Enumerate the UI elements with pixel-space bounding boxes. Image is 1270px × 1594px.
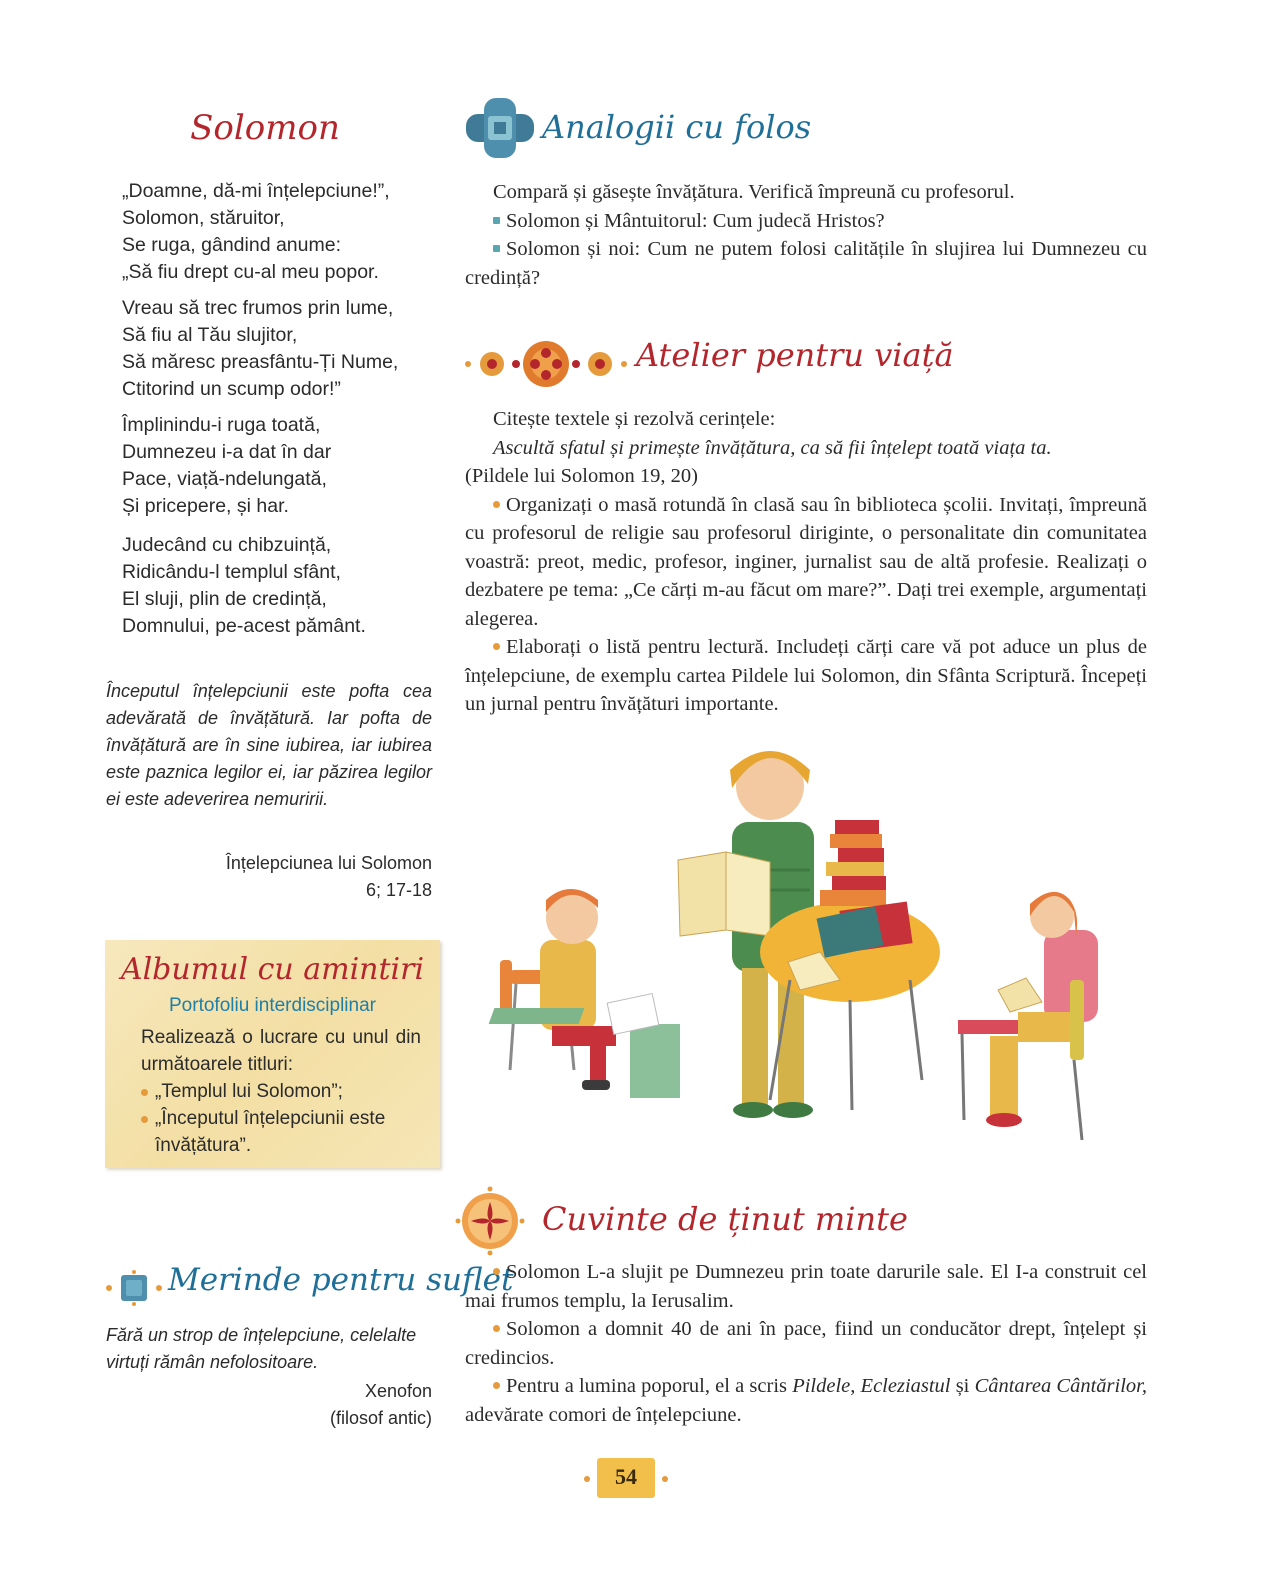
analogii-intro: Compară și găsește învățătura. Verifică împreună cu profesorul.: [493, 181, 1015, 203]
poem-line: Se ruga, gândind anume:: [122, 234, 341, 256]
book-titles: Pildele, Ecleziastul: [792, 1375, 951, 1397]
page-number-dot: [584, 1476, 590, 1482]
poem-line: El sluji, plin de credință,: [122, 588, 327, 610]
reading-children-illustration: [470, 740, 1150, 1170]
poem-line: Să măresc preasfântu-Ți Nume,: [122, 351, 399, 373]
list-item: [465, 633, 1147, 719]
atelier-verse-ref: (Pildele lui Solomon 19, 20): [465, 465, 698, 487]
poem-line: Judecând cu chibzuință,: [122, 534, 332, 556]
list-item-text: Solomon L-a slujit pe Dumnezeu prin toate darurile sale. El I-a construit cel mai frumos templu, la Ierusalim.: [465, 1261, 1147, 1312]
cuvinte-body: [465, 1258, 1147, 1429]
poem-stanza-4: [122, 532, 442, 640]
merinde-quote: Fără un strop de înțelepciune, celelalte virtuți rămân nefolositoare.: [106, 1325, 417, 1372]
list-item-text: Organizați o masă rotundă în clasă sau în biblioteca școlii. Invitați, împreună cu profesorul de religie sau profesorul diriginte, o personalitate din comunitatea voastră: preot, medic, profesor, inginer, jurnalist sau de altă profesie. Realizați o dezbatere pe tema: „Ce cărți m-au făcut om mare?”. Dați trei exemple, argumentați alegerea.: [465, 493, 1147, 630]
quote-source-ref: 6; 17-18: [365, 880, 432, 900]
poem-line: Solomon, stăruitor,: [122, 207, 285, 229]
album-intro: Realizează o lucrare cu unul din următoarele titluri:: [141, 1027, 421, 1075]
merinde-author-note: (filosof antic): [329, 1408, 432, 1428]
ornament-square-icon: [104, 1268, 164, 1308]
ornament-flowers-icon: [462, 338, 630, 390]
list-item-text: Solomon și Mântuitorul: Cum judecă Hristos?: [506, 209, 885, 232]
poem-line: Ctitorind un scump odor!”: [122, 378, 341, 400]
list-item: „Începutul înțelepciunii este învățătura”.: [141, 1105, 431, 1159]
album-subtitle: Portofoliu interdisciplinar: [169, 995, 376, 1016]
analogii-title: Analogii cu folos: [542, 108, 812, 146]
list-item: [465, 1372, 1147, 1429]
poem-stanza-3: [122, 412, 442, 520]
list-item: [465, 1258, 1147, 1315]
quote-source: [180, 850, 432, 904]
album-title: Albumul cu amintiri: [120, 952, 425, 987]
page-number: 54: [615, 1464, 637, 1489]
album-box: [105, 940, 440, 1168]
poem-line: „Doamne, dă-mi înțelepciune!”,: [122, 180, 390, 202]
poem-line: Dumnezeu i-a dat în dar: [122, 441, 332, 463]
ornament-cross-blue-icon: [464, 96, 536, 160]
poem-title: Solomon: [190, 108, 340, 148]
atelier-verse: Ascultă sfatul și primește învățătura, ca să fii înțelept toată viața ta.: [493, 436, 1052, 459]
poem-stanza-1: [122, 178, 442, 286]
poem-line: Pace, viață-ndelungată,: [122, 468, 327, 490]
wisdom-quote: Începutul înțelepciunii este pofta cea adevărată de învățătură. Iar pofta de învățătură are în sine iubirea, iar iubirea este paznica legilor ei, iar păzirea legilor ei este adeverirea nemuririi.: [106, 681, 432, 809]
list-item-text: Solomon și noi: Cum ne putem folosi calitățile în slujirea lui Dumnezeu cu credință?: [465, 238, 1147, 289]
quote-source-title: Înțelepciunea lui Solomon: [225, 853, 432, 873]
book-title: Cântarea Cântărilor,: [974, 1375, 1147, 1397]
poem-line: Ridicându-l templul sfânt,: [122, 561, 341, 583]
page-number-dot: [662, 1476, 668, 1482]
list-item: [465, 207, 1147, 236]
atelier-intro: Citește textele și rezolvă cerințele:: [493, 408, 776, 430]
list-item: [465, 491, 1147, 634]
poem-line: Împlinindu-i ruga toată,: [122, 414, 321, 436]
album-list: [141, 1078, 431, 1159]
analogii-body: [465, 178, 1147, 292]
poem-line: Să fiu al Tău slujitor,: [122, 324, 298, 346]
list-item-text: Pentru a lumina poporul, el a scris: [506, 1375, 793, 1397]
atelier-body: [465, 405, 1147, 719]
merinde-author: Xenofon: [364, 1381, 432, 1401]
list-item: „Templul lui Solomon”;: [141, 1078, 431, 1105]
page-number-badge: [597, 1458, 655, 1498]
merinde-source: [200, 1378, 432, 1432]
poem-line: Vreau să trec frumos prin lume,: [122, 297, 394, 319]
list-item-text: Solomon a domnit 40 de ani în pace, fiind un conducător drept, înțelept și credincios.: [465, 1318, 1147, 1369]
list-item-text: adevărate comori de înțelepciune.: [465, 1403, 742, 1426]
list-item: [465, 235, 1147, 292]
ornament-rosette-icon: [455, 1186, 525, 1256]
poem-stanza-2: [122, 295, 442, 403]
poem-line: Și pricepere, și har.: [122, 495, 289, 517]
list-item-text: și: [950, 1375, 975, 1397]
list-item: [465, 1315, 1147, 1372]
list-item-text: Elaborați o listă pentru lectură. Includeți cărți care vă pot aduce un plus de înțelepciune, de exemplu cartea Pildele lui Solomon, din Sfânta Scriptură. Începeți un jurnal pentru învățături importante.: [465, 636, 1147, 715]
cuvinte-title: Cuvinte de ținut minte: [542, 1200, 908, 1238]
merinde-title: Merinde pentru suflet: [168, 1262, 514, 1298]
poem-line: „Să fiu drept cu-al meu popor.: [122, 261, 379, 283]
atelier-title: Atelier pentru viață: [636, 336, 954, 374]
poem-line: Domnului, pe-acest pământ.: [122, 615, 366, 637]
